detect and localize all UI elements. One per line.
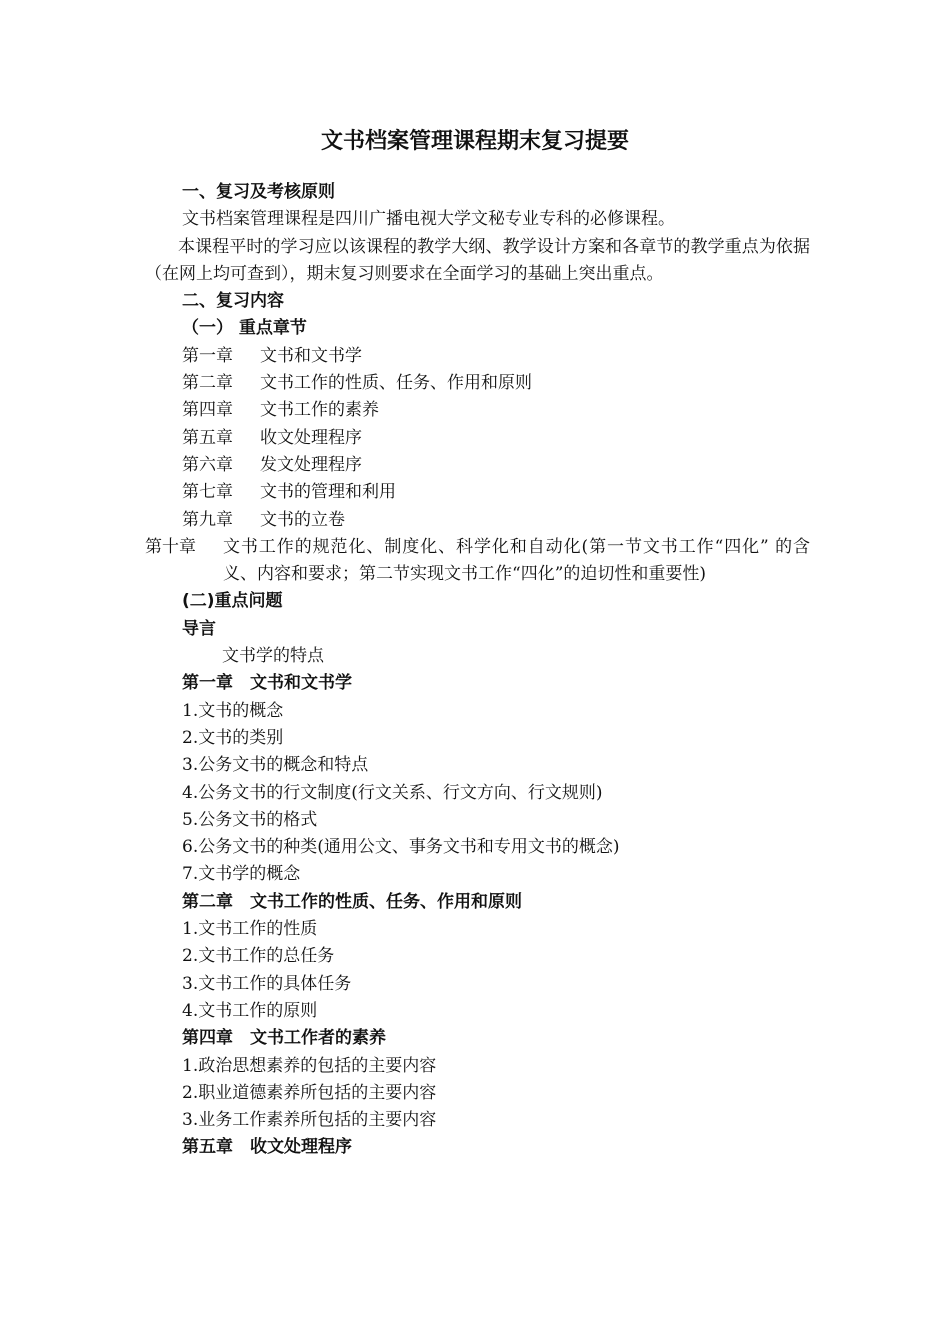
chapter-number: 第二章	[182, 373, 233, 394]
chapter-line	[145, 479, 810, 506]
chapter-name: 文书的立卷	[260, 509, 345, 530]
chapter1-heading: 第一章 文书和文书学	[182, 673, 352, 694]
intro-heading: 导言	[182, 618, 216, 639]
list-item: 1.文书工作的性质	[182, 919, 318, 940]
list-item: 4.文书工作的原则	[182, 1000, 318, 1021]
chapter-name: 收文处理程序	[260, 427, 362, 448]
list-item: 2.文书的类别	[182, 727, 284, 748]
subsection-key-questions: (二)重点问题	[182, 591, 283, 612]
subsection-key-chapters: （一） 重点章节	[182, 318, 307, 339]
chapter-line	[145, 343, 810, 370]
section-heading-content: 二、复习内容	[182, 291, 284, 312]
chapter-name: 发文处理程序	[260, 454, 362, 475]
chapter4-heading: 第四章 文书工作者的素养	[182, 1028, 386, 1049]
paragraph-course-intro: 文书档案管理课程是四川广播电视大学文秘专业专科的必修课程。	[182, 209, 675, 230]
list-item: 4.公务文书的行文制度(行文关系、行文方向、行文规则)	[182, 782, 603, 803]
chapter-line	[145, 425, 810, 452]
list-item: 1.政治思想素养的包括的主要内容	[182, 1055, 437, 1076]
paragraph-study-guidance: 本课程平时的学习应以该课程的教学大纲、教学设计方案和各章节的教学重点为依据（在网上均可查到），期末复习则要求在全面学习的基础上突出重点。	[145, 236, 810, 284]
list-item: 2.文书工作的总任务	[182, 946, 335, 967]
chapter-number: 第六章	[182, 454, 233, 475]
chapter-number: 第七章	[182, 482, 233, 503]
document-title: 文书档案管理课程期末复习提要	[320, 129, 629, 154]
chapter-line	[145, 397, 810, 424]
chapter-name: 文书和文书学	[260, 345, 362, 366]
chapter-number: 第五章	[182, 427, 233, 448]
list-item: 3.文书工作的具体任务	[182, 973, 352, 994]
chapter5-heading: 第五章 收文处理程序	[182, 1137, 352, 1158]
chapter-name: 文书工作的规范化、制度化、科学化和自动化(第一节文书工作“四化” 的含义、内容和要求；第二节实现文书工作“四化”的迫切性和重要性)	[223, 536, 810, 585]
chapter-line	[145, 452, 810, 479]
intro-item: 文书学的特点	[222, 646, 324, 667]
chapter-name: 文书工作的素养	[260, 400, 379, 421]
chapter-name: 文书的管理和利用	[260, 482, 396, 503]
list-item: 1.文书的概念	[182, 700, 284, 721]
chapter2-heading: 第二章 文书工作的性质、任务、作用和原则	[182, 891, 522, 912]
list-item: 3.公务文书的概念和特点	[182, 755, 369, 776]
chapter-line	[145, 507, 810, 534]
list-item: 2.职业道德素养所包括的主要内容	[182, 1082, 437, 1103]
list-item: 5.公务文书的格式	[182, 809, 318, 830]
chapter-number: 第九章	[182, 509, 233, 530]
chapter-line	[145, 370, 810, 397]
section-heading-principles: 一、复习及考核原则	[182, 182, 335, 202]
chapter-name: 文书工作的性质、任务、作用和原则	[260, 373, 532, 394]
list-item: 3.业务工作素养所包括的主要内容	[182, 1110, 437, 1131]
document-body	[145, 179, 810, 1162]
chapter-line-ten	[145, 534, 810, 589]
list-item: 6.公务文书的种类(通用公文、事务文书和专用文书的概念)	[182, 837, 620, 858]
chapter-number: 第一章	[182, 345, 233, 366]
chapter-number: 第十章	[145, 536, 196, 557]
chapter-number: 第四章	[182, 400, 233, 421]
list-item: 7.文书学的概念	[182, 864, 301, 885]
